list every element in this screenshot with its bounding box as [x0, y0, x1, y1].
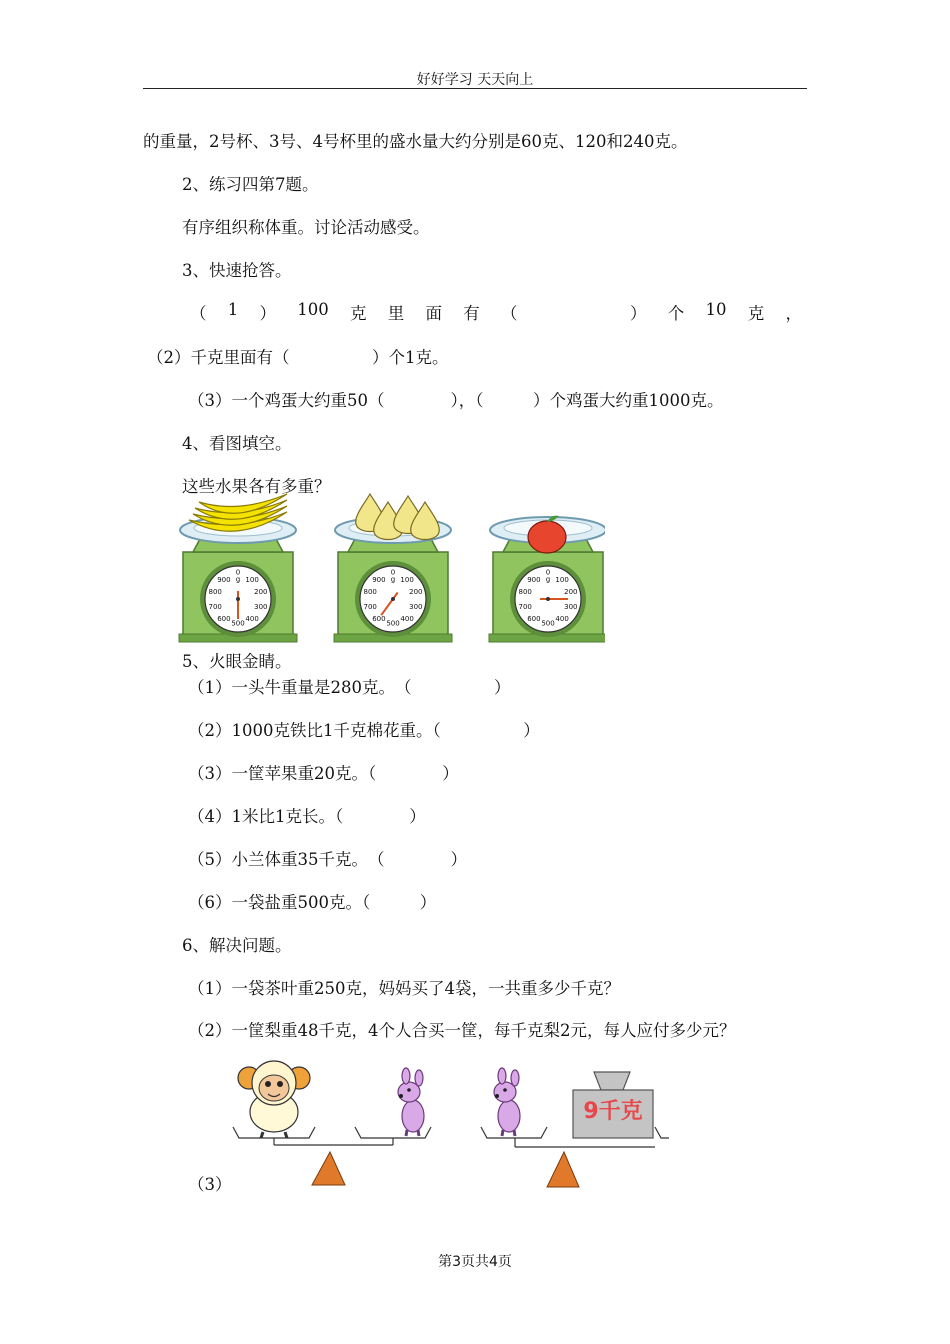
q3-1-part: 个	[667, 304, 685, 323]
dial-label: 600	[372, 614, 386, 623]
dial-label: g	[235, 575, 241, 584]
dial-label: 500	[541, 619, 555, 628]
q3-1-part: （	[190, 304, 207, 323]
dial-label: g	[390, 575, 396, 584]
dial-label: 100	[245, 576, 259, 585]
q3-1-part: 有	[463, 304, 480, 323]
q3-1-part: ）	[259, 304, 276, 323]
left-balance	[233, 1061, 431, 1185]
dial-label: 900	[217, 576, 231, 585]
dial-label: 700	[518, 602, 532, 611]
dial-label: 600	[217, 614, 231, 623]
dial-label: 300	[409, 602, 423, 611]
dial-label: 900	[372, 576, 386, 585]
question-3-1	[190, 300, 802, 324]
q3-1-part: （	[501, 304, 518, 323]
dial-label: 200	[564, 588, 578, 597]
weight-label: 9千克	[583, 1099, 643, 1124]
question-3-2: （2）千克里面有（ ）个1克。	[147, 348, 449, 367]
q3-1-part: 面	[425, 304, 442, 323]
dial-label: 300	[254, 602, 268, 611]
dial-label: 400	[555, 614, 569, 623]
exercise-2-title: 2、练习四第7题。	[182, 175, 319, 194]
dial-label: 100	[555, 576, 569, 585]
dial-label: 700	[208, 602, 222, 611]
question-5-5: （5）小兰体重35千克。 （ ）	[188, 850, 467, 869]
q3-1-part: 里	[387, 304, 405, 323]
q3-1-part: 10	[705, 300, 727, 319]
dial-label: 500	[231, 619, 245, 628]
apple-scale	[489, 516, 605, 642]
dial-label: 600	[527, 614, 541, 623]
needle-hub	[546, 597, 550, 601]
dial-label: 0	[235, 568, 241, 577]
exercise-6-title: 6、解决问题。	[182, 936, 292, 955]
question-5-1: （1）一头牛重量是280克。 （ ）	[188, 678, 511, 697]
page-header: 好好学习 天天向上	[416, 72, 534, 88]
question-5-6: （6）一袋盐重500克。（ ）	[188, 893, 437, 912]
right-balance	[481, 1068, 669, 1187]
answer-blank	[539, 300, 609, 324]
q3-1-part: 1	[227, 300, 239, 319]
needle-hub	[391, 597, 395, 601]
text-line-0: 的重量，2号杯、3号、4号杯里的盛水量大约分别是60克、120和240克。	[143, 132, 688, 151]
q3-1-part: ）	[630, 304, 647, 323]
dial-label: 900	[527, 576, 541, 585]
question-5-4: （4）1米比1克长。（ ）	[188, 807, 426, 826]
left-fulcrum	[312, 1152, 345, 1185]
q3-1-part: ，	[785, 304, 802, 323]
text-line-2: 有序组织称体重。讨论活动感受。	[182, 218, 430, 237]
question-5-3: （3）一筐苹果重20克。（ ）	[188, 764, 459, 783]
fruit-scales-illustration	[175, 492, 605, 647]
q3-1-part: 100	[297, 300, 329, 319]
dial-label: 400	[400, 614, 414, 623]
dial-label: 700	[363, 602, 377, 611]
balance-illustration	[225, 1050, 675, 1190]
dial-label: g	[545, 575, 551, 584]
q3-1-part: 克	[350, 304, 367, 323]
q3-1-part: 克	[747, 304, 765, 323]
dial-label: 800	[363, 588, 377, 597]
right-fulcrum	[547, 1152, 579, 1187]
dial-label: 800	[518, 588, 532, 597]
exercise-5-title: 5、火眼金睛。	[182, 652, 292, 671]
question-3-3: （3）一个鸡蛋大约重50（ ），（ ）个鸡蛋大约重1000克。	[188, 391, 724, 410]
weight-block	[573, 1072, 653, 1138]
needle-hub	[236, 597, 240, 601]
dial-label: 0	[390, 568, 396, 577]
dial-label: 300	[564, 602, 578, 611]
dog-figure	[398, 1068, 424, 1136]
question-5-2: （2）1000克铁比1千克棉花重。（ ）	[188, 721, 540, 740]
sheep-figure	[238, 1061, 310, 1138]
dial-label: 100	[400, 576, 414, 585]
question-6-2: （2）一筐梨重48千克，4个人合买一筐，每千克梨2元，每人应付多少元？	[188, 1021, 736, 1040]
dog-figure	[494, 1068, 520, 1136]
exercise-4-title: 4、看图填空。	[182, 434, 292, 453]
exercise-4-prompt: 这些水果各有多重？	[182, 477, 331, 496]
dial-label: 200	[409, 588, 423, 597]
pear-scale	[334, 494, 452, 642]
dial-label: 200	[254, 588, 268, 597]
question-6-1: （1）一袋茶叶重250克，妈妈买了4袋，一共重多少千克？	[188, 979, 620, 998]
header-rule	[143, 88, 807, 89]
dial-label: 500	[386, 619, 400, 628]
page-footer: 第3页共4页	[438, 1254, 512, 1270]
dial-label: 400	[245, 614, 259, 623]
exercise-3-title: 3、快速抢答。	[182, 261, 292, 280]
dial-label: 800	[208, 588, 222, 597]
banana-scale	[179, 494, 297, 642]
dial-label: 0	[545, 568, 551, 577]
question-6-3: （3）	[188, 1175, 232, 1194]
